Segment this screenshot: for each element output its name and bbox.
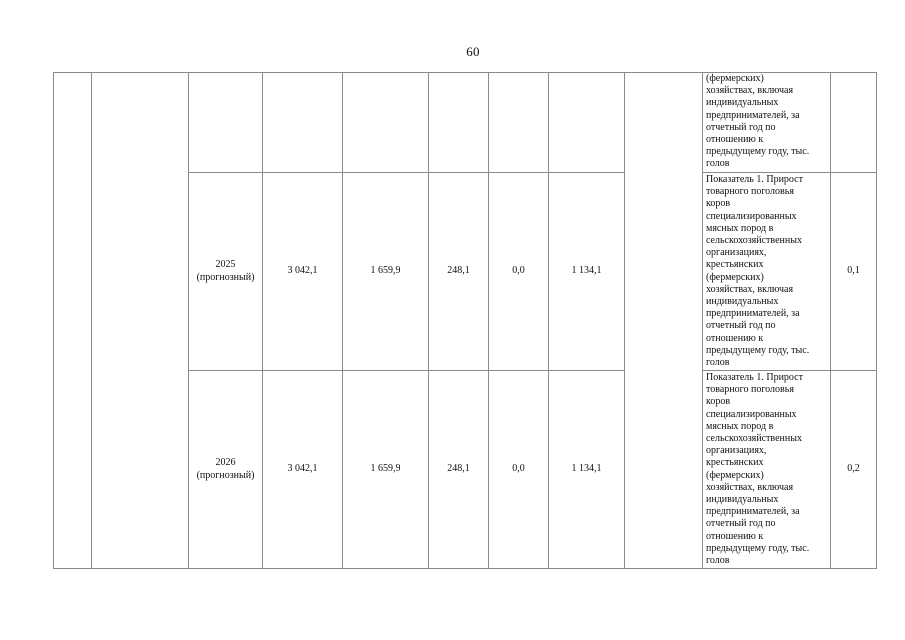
amount-cell: 1 659,9 [370, 265, 401, 277]
amount-cell: 248,1 [447, 265, 470, 277]
column-divider [53, 72, 54, 569]
value-cell: 0,2 [847, 463, 860, 475]
amount-cell: 3 042,1 [287, 265, 318, 277]
indicator-cell: Показатель 1. Прирост товарного поголовья коров специализированных мясных пород в сельскохозяйственных организациях, крестьянских (фермерских) хозяйствах, включая индивидуальных предпринимателей, за отчетный год по отношению к предыдущему году, тыс. голов [706, 372, 810, 567]
amount-cell: 0,0 [512, 265, 525, 277]
indicator-cell: Показатель 1. Прирост товарного поголовья коров специализированных мясных пород в сельскохозяйственных организациях, крестьянских (фермерских) хозяйствах, включая индивидуальных предпринимателей, за отчетный год по отношению к предыдущему году, тыс. голов [706, 174, 810, 369]
amount-cell: 0,0 [512, 463, 525, 475]
indicator-cell: (фермерских) хозяйствах, включая индивидуальных предпринимателей, за отчетный год по отношению к предыдущему году, тыс. голов [706, 73, 810, 170]
page-number: 60 [466, 44, 480, 59]
column-divider [876, 72, 877, 569]
value-cell [831, 72, 876, 172]
data-table [53, 72, 877, 569]
amount-cell: 1 134,1 [571, 463, 602, 475]
value-cell: 0,1 [847, 265, 860, 277]
column-divider [91, 72, 92, 569]
year-cell: 2026 (прогнозный) [196, 457, 255, 481]
amount-cell: 3 042,1 [287, 463, 318, 475]
amount-cell: 1 134,1 [571, 265, 602, 277]
year-cell: 2025 (прогнозный) [196, 259, 255, 283]
column-divider [624, 72, 625, 569]
amount-cell: 1 659,9 [370, 463, 401, 475]
column-divider [702, 72, 703, 569]
amount-cell: 248,1 [447, 463, 470, 475]
